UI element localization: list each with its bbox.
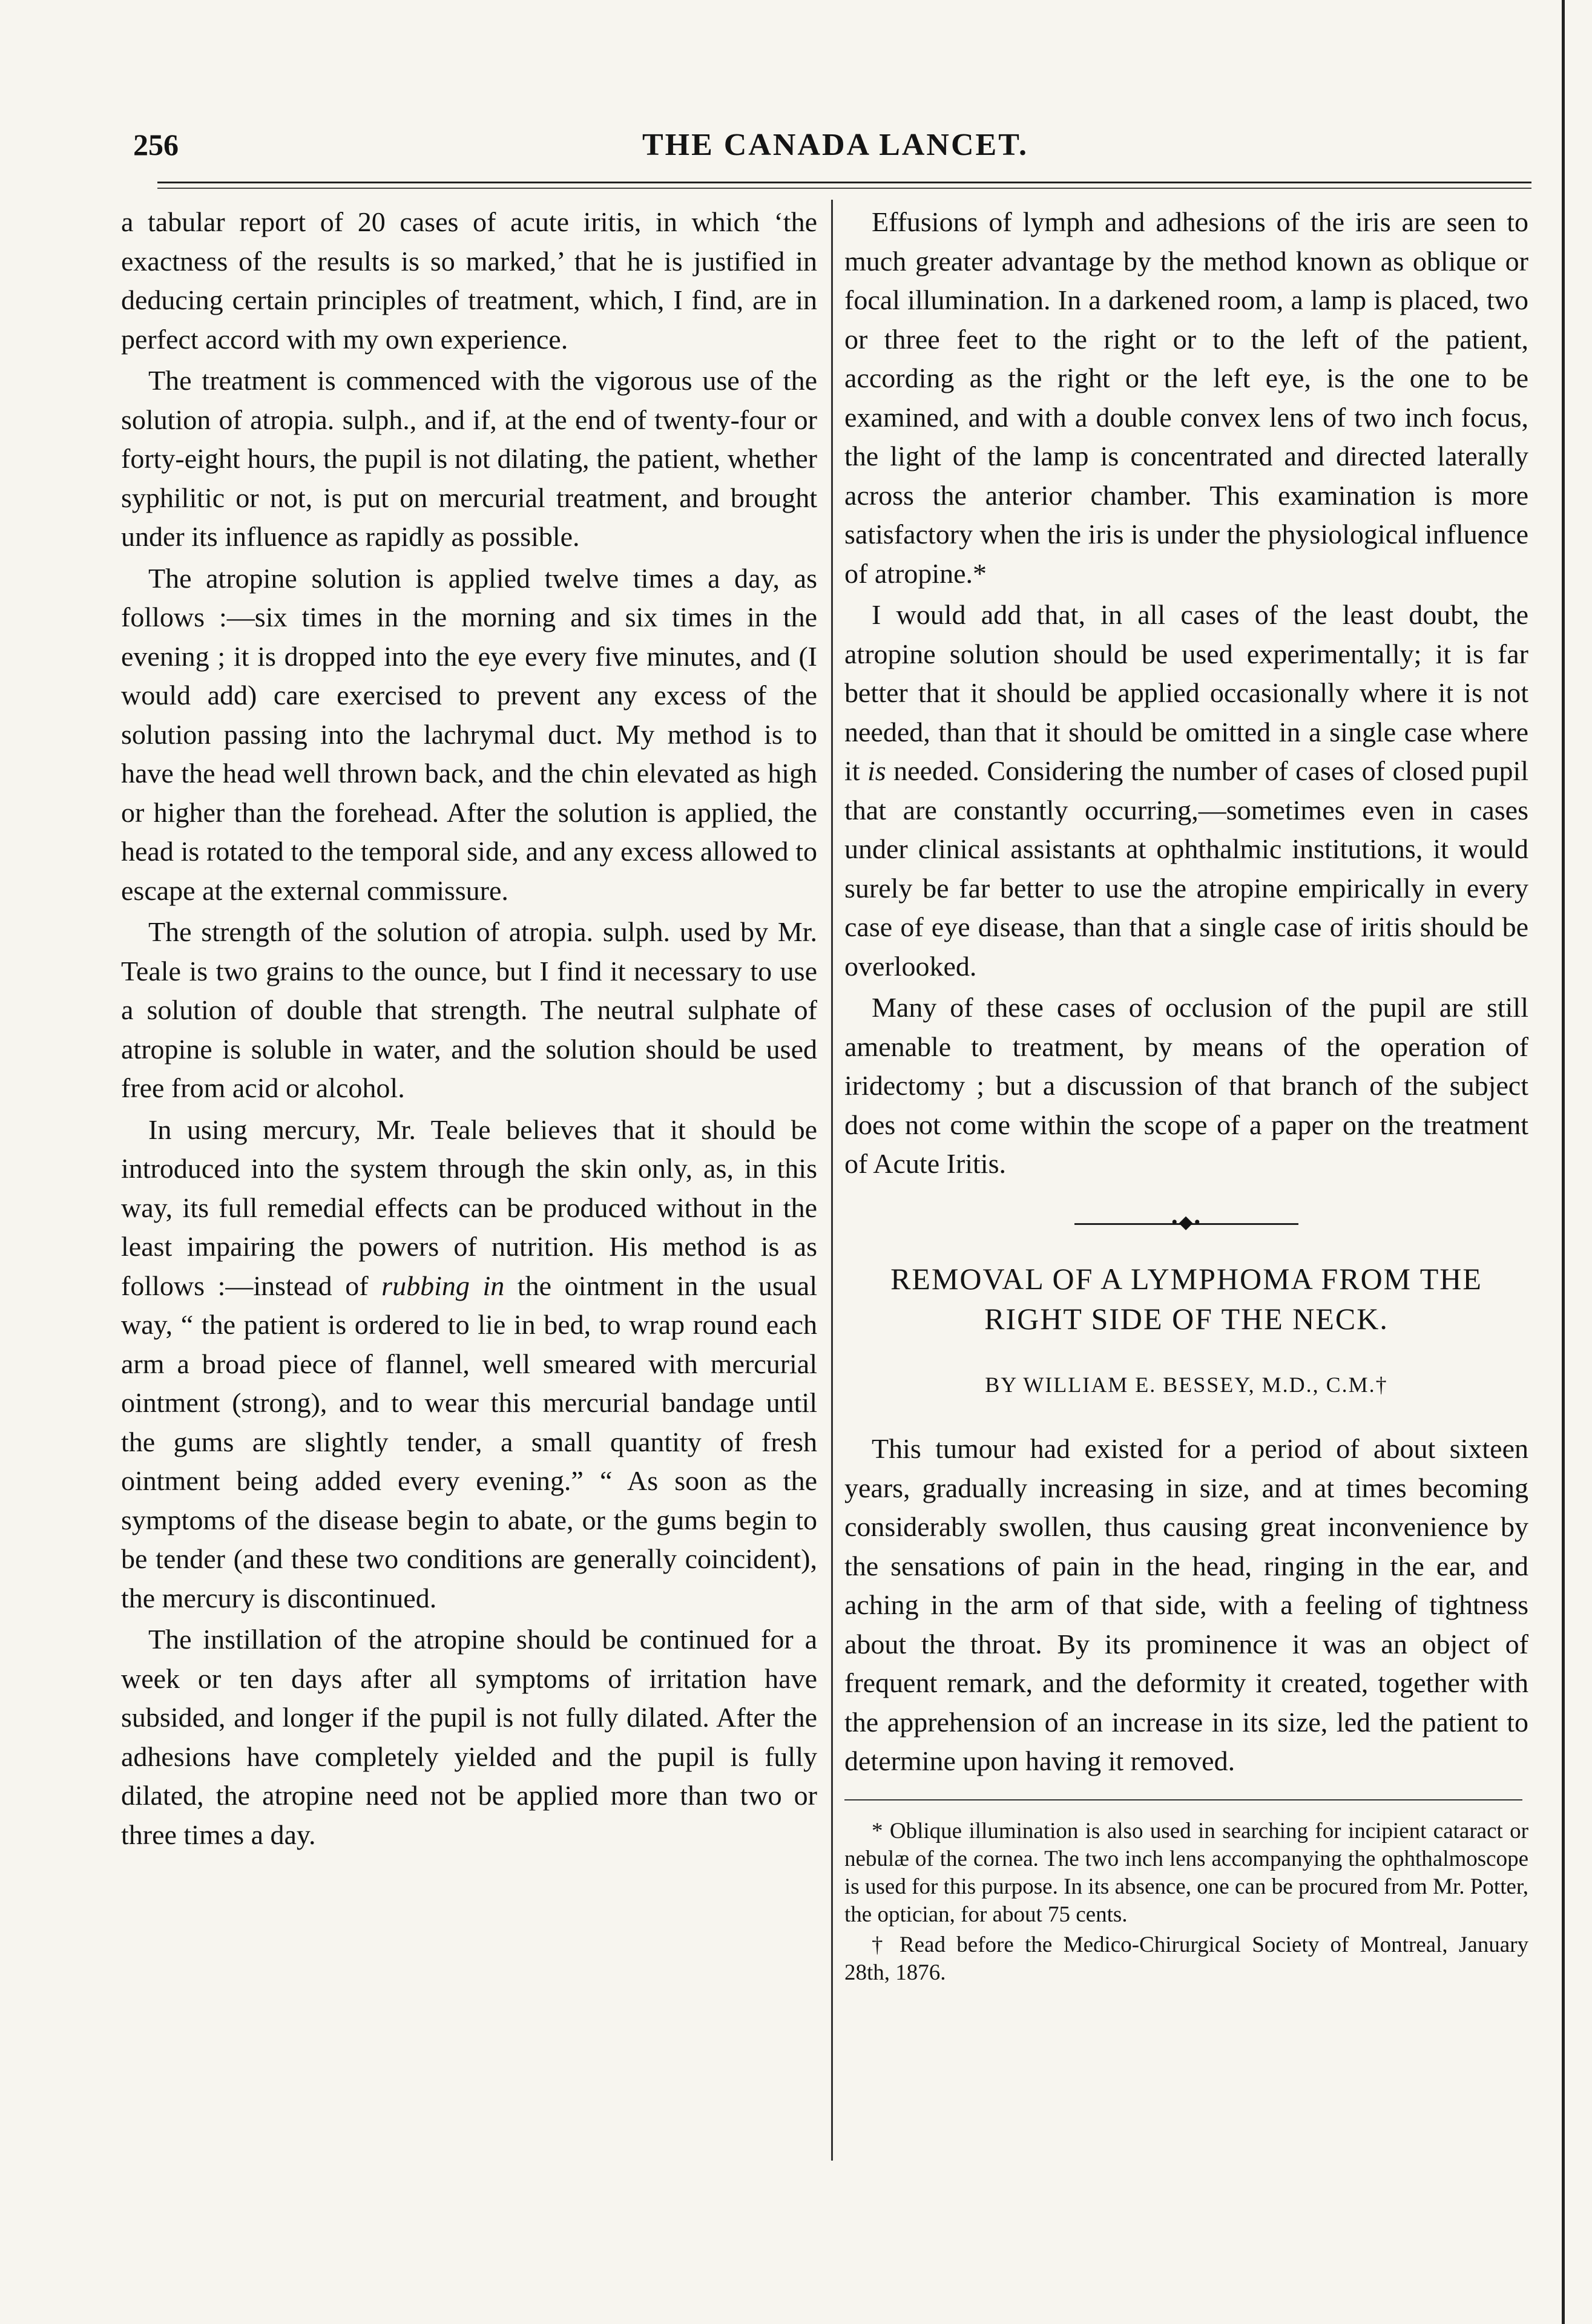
scan-edge-line — [1562, 0, 1565, 2324]
paragraph: The instillation of the atropine should be continued for a week or ten days after all symptoms of irritation have subsided, and longer if the pupil is not fully dilated. After the adhesions have completely yielded and the pupil is fully dilated, the atropine need not be applied more than two or three times a day. — [121, 1624, 817, 1850]
paragraph: This tumour had existed for a period of about sixteen years, gradually increasing in size, and at times becoming considerably swollen, thus causing great inconvenience by the sensations of pain in the head, ringing in the ear, and aching in the arm of that side, with a feeling of tightness about the throat. By its prominence it was an object of frequent remark, and the deformity it created, together with the apprehension of an increase in its size, led the patient to determine upon having it removed. — [844, 1433, 1528, 1776]
italic-word: is — [867, 755, 886, 786]
right-column — [844, 203, 1528, 1987]
article-title-line: RIGHT SIDE OF THE NECK. — [984, 1301, 1389, 1336]
italic-phrase: rubbing in — [381, 1270, 505, 1301]
footnote-rule — [844, 1799, 1522, 1800]
paragraph: Effusions of lymph and adhesions of the iris are seen to much greater advantage by the method known as oblique or focal illumination. In a darkened room, a lamp is placed, two or three feet to the right or to the left of the patient, according as the right or the left eye, is the one to be examined, and with a double convex lens of two inch focus, the light of the lamp is concentrated and directed laterally across the anterior chamber. This examination is more satisfactory when the iris is under the physiological influence of atropine.* — [844, 206, 1528, 589]
header-rule — [157, 182, 1531, 183]
article-title — [844, 1259, 1528, 1339]
left-column — [121, 203, 817, 1854]
running-head: THE CANADA LANCET. — [642, 128, 1029, 162]
text-span: the ointment in the usual way, “ the patient is ordered to lie in bed, to wrap round each arm a broad piece of flannel, well smeared with mercurial ointment (strong), and to wear this mercurial bandage until the gums are slightly tender, a small quantity of fresh ointment being added every evening.” “ As soon as the symptoms of the disease begin to abate, or the gums begin to be tender (and these two conditions are generally coincident), the mercury is discontinued. — [121, 1270, 817, 1613]
ornament-glyphs: •◆• — [1171, 1212, 1202, 1232]
footnote: † Read before the Medico-Chirurgical Society of Montreal, January 28th, 1876. — [844, 1932, 1528, 1985]
byline: BY WILLIAM E. BESSEY, M.D., C.M.† — [985, 1372, 1388, 1397]
paragraph-mercury — [121, 1111, 817, 1618]
text-span: In using mercury, Mr. Teale believes that it should be introduced into the system through the skin only, as, in this way, its full remedial effects can be produced without in the least impairing the powers of nutrition. His method is as follows :—instead of — [121, 1114, 817, 1301]
text-span: I would add that, in all cases of the least doubt, the atropine solution should be used experimentally; it is far better that it should be applied occasionally where it is not needed, than that it should be omitted in a single case where it — [844, 599, 1528, 786]
section-ornament — [844, 1212, 1528, 1232]
column-divider — [831, 200, 833, 2161]
page-header — [133, 127, 1538, 182]
page-number: 256 — [133, 128, 179, 162]
footnote: * Oblique illumination is also used in searching for incipient cataract or nebulæ of the cornea. The two inch lens accompanying the ophthalmoscope is used for this purpose. In its absence, one can be procured from Mr. Potter, the optician, for about 75 cents. — [844, 1818, 1528, 1927]
paragraph: Many of these cases of occlusion of the pupil are still amenable to treatment, by means of the operation of iridectomy ; but a discussion of that branch of the subject does not come within the scope of a paper on the treatment of Acute Iritis. — [844, 992, 1528, 1179]
text-span: needed. Considering the number of cases of closed pupil that are constantly occurring,—sometimes even in cases under clinical assistants at ophthalmic institutions, it would surely be far better to use the atropine empirically in every case of eye disease, than that a single case of iritis should be overlooked. — [844, 755, 1529, 982]
paragraph: The treatment is commenced with the vigorous use of the solution of atropia. sulph., and if, at the end of twenty-four or forty-eight hours, the pupil is not dilating, the patient, whether syphilitic or not, is put on mercurial treatment, and brought under its influence as rapidly as possible. — [121, 365, 817, 552]
paragraph: The atropine solution is applied twelve times a day, as follows :—six times in the morning and six times in the evening ; it is dropped into the eye every five minutes, and (I would add) care exercised to prevent any excess of the solution passing into the lachrymal duct. My method is to have the head well thrown back, and the chin elevated as high or higher than the forehead. After the solution is applied, the head is rotated to the temporal side, and any excess allowed to escape at the external commissure. — [121, 562, 817, 906]
paragraph: a tabular report of 20 cases of acute iritis, in which ‘the exactness of the results is so marked,’ that he is justified in deducing certain principles of treatment, which, I find, are in perfect accord with my own experience. — [121, 206, 817, 355]
paragraph: The strength of the solution of atropia. sulph. used by Mr. Teale is two grains to the ounce, but I find it necessary to use a solution of double that strength. The neutral sulphate of atropine is soluble in water, and the solution should be used free from acid or alcohol. — [121, 916, 817, 1103]
article-title-line: REMOVAL OF A LYMPHOMA FROM THE — [890, 1261, 1482, 1296]
header-rule-secondary — [157, 188, 1531, 189]
paragraph — [844, 596, 1528, 986]
